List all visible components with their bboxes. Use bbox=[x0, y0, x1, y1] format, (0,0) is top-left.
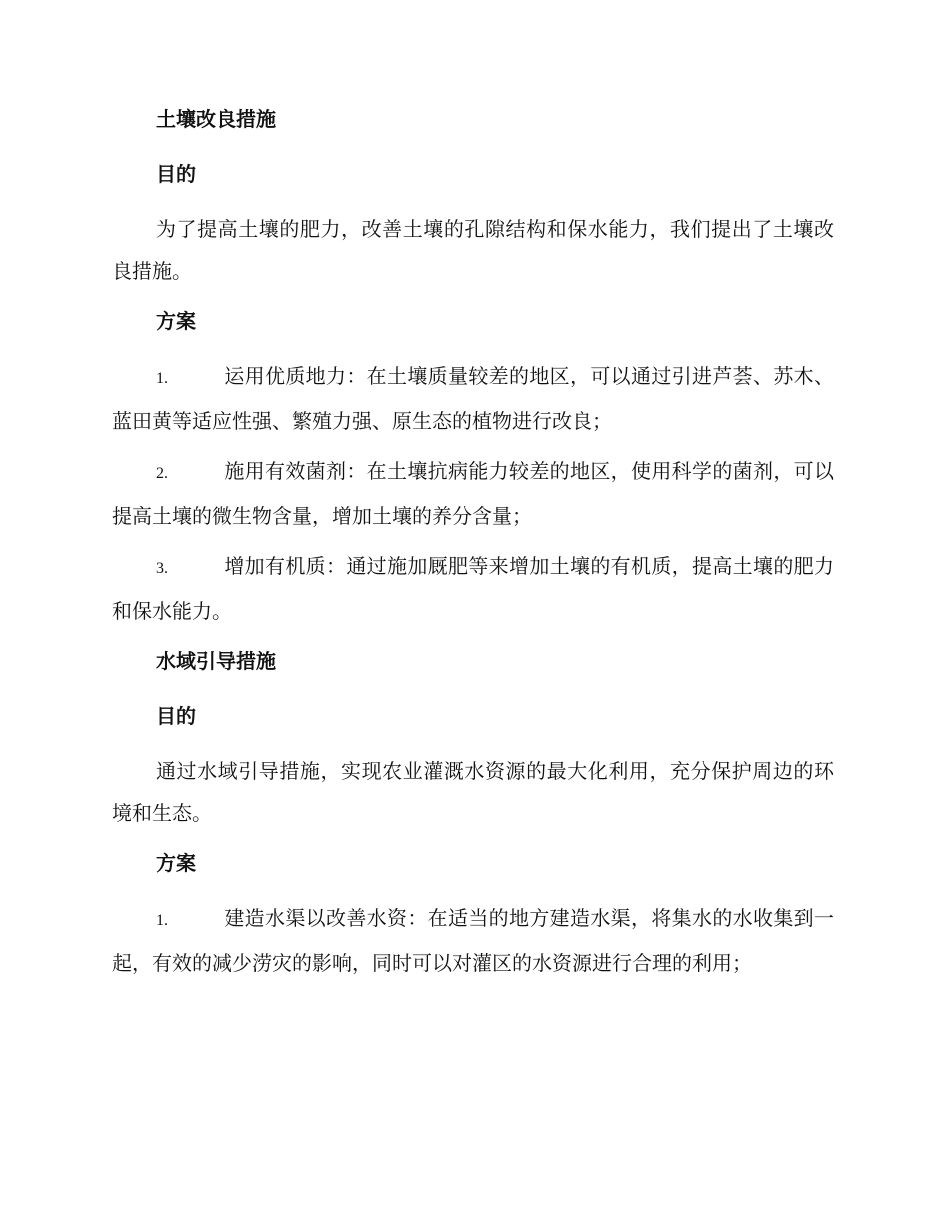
plan-heading: 方案 bbox=[156, 851, 196, 875]
list-item-text: 运用优质地力：在土壤质量较差的地区，可以通过引进芦荟、苏木、蓝田黄等适应性强、繁殖力强、原生态的植物进行改良； bbox=[112, 364, 834, 433]
list-item-number: 3. bbox=[156, 560, 168, 577]
document-page bbox=[112, 104, 834, 998]
list-item-number: 2. bbox=[156, 465, 168, 482]
list-item-number: 1. bbox=[156, 370, 168, 387]
list-item bbox=[112, 897, 834, 984]
section-title: 水域引导措施 bbox=[156, 649, 276, 673]
purpose-heading: 目的 bbox=[156, 704, 196, 728]
purpose-heading: 目的 bbox=[156, 162, 196, 186]
list-item bbox=[112, 545, 834, 632]
list-item-number: 1. bbox=[156, 912, 168, 929]
list-item bbox=[112, 450, 834, 537]
purpose-paragraph: 为了提高土壤的肥力，改善土壤的孔隙结构和保水能力，我们提出了土壤改良措施。 bbox=[112, 217, 834, 283]
list-item-text: 增加有机质：通过施加厩肥等来增加土壤的有机质，提高土壤的肥力和保水能力。 bbox=[112, 554, 834, 623]
list-item-text: 建造水渠以改善水资：在适当的地方建造水渠，将集水的水收集到一起，有效的减少涝灾的影响，同时可以对灌区的水资源进行合理的利用； bbox=[112, 906, 834, 975]
list-item bbox=[112, 355, 834, 442]
list-item-text: 施用有效菌剂：在土壤抗病能力较差的地区，使用科学的菌剂，可以提高土壤的微生物含量，增加土壤的养分含量； bbox=[112, 459, 834, 528]
purpose-paragraph: 通过水域引导措施，实现农业灌溉水资源的最大化利用，充分保护周边的环境和生态。 bbox=[112, 759, 834, 825]
section-title: 土壤改良措施 bbox=[156, 107, 276, 131]
plan-heading: 方案 bbox=[156, 309, 196, 333]
